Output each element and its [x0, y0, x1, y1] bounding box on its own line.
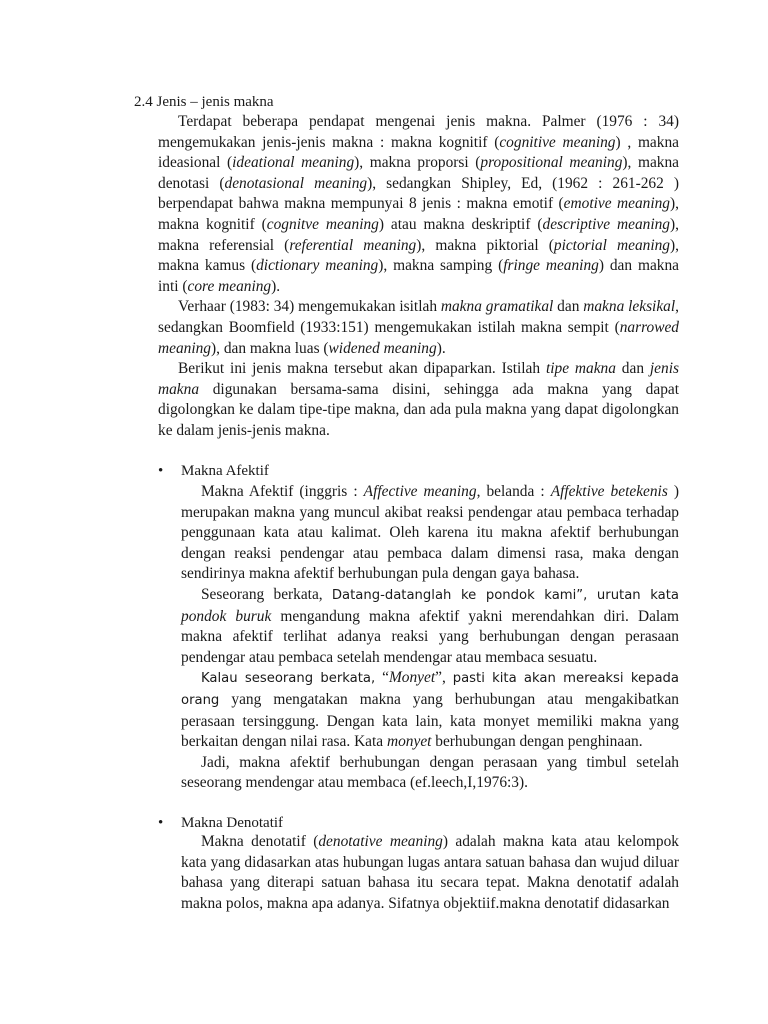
- sans-text-run: pasti kita akan mereaksi kepada orang: [181, 671, 680, 708]
- italic-term: monyet: [386, 733, 432, 751]
- text-run: Verhaar (1983: 34) mengemukakan isitlah: [178, 298, 441, 316]
- text-run: ”,: [435, 669, 453, 687]
- text-run: ), makna kamus (: [158, 236, 679, 275]
- text-run: mengandung makna afektif yakni merendahkan diri. Dalam makna afektif terlihat adanya reaksi yang berhubungan dengan perasaan pendengar atau pembaca setelah mendengar atau membaca sesuatu.: [181, 607, 679, 666]
- section-heading: 2.4 Jenis – jenis makna: [134, 94, 274, 110]
- bullet-heading-denotatif: [158, 813, 283, 834]
- italic-term: Affective meaning: [363, 483, 477, 500]
- text-run: , sedangkan Boomfield (1933:151) mengemukakan istilah makna sempit (: [158, 298, 680, 336]
- bullet-title: Makna Afektif: [181, 463, 269, 479]
- text-run: ), dan makna luas (: [211, 339, 329, 357]
- denotatif-paragraph-1: [181, 832, 679, 914]
- italic-term: emotive meaning: [563, 195, 671, 213]
- text-run: ), sedangkan Shipley, Ed, (1962 : 261-262 ) berpendapat bahwa makna mempunyai 8 jenis : makna emotif (: [158, 174, 680, 213]
- intro-section: [158, 112, 679, 442]
- italic-term: core meaning: [187, 277, 272, 295]
- italic-term: cognitive meaning: [499, 133, 616, 151]
- text-run: dan: [553, 298, 584, 316]
- italic-term: referential meaning: [289, 236, 417, 254]
- bullet-heading-afektif: [158, 461, 269, 482]
- sans-text-run: Datang-datanglah ke pondok kami”, urutan kata: [331, 587, 679, 603]
- text-run: ) adalah makna kata atau kelompok kata yang didasarkan atas hubungan lugas antara satuan bahasa dan wujud diluar bahasa yang diterapi satuan bahasa itu secara tepat. Makna denotatif adalah makna polos, makna apa adanya. Sifatnya objektiif.makna denotatif didasarkan: [181, 833, 679, 912]
- italic-term: tipe makna: [545, 360, 616, 378]
- italic-term: denotative meaning: [318, 833, 443, 850]
- text-run: ) dan makna inti (: [158, 257, 679, 295]
- italic-term: makna gramatikal: [440, 298, 554, 316]
- afektif-paragraph-2: [181, 585, 679, 668]
- text-run: ) merupakan makna yang muncul akibat reaksi pendengar atau pembaca terhadap penggunaan kata atau kalimat. Oleh karena itu makna afektif berhubungan dengan reaksi pendengar atau pembaca dalam dimensi rasa, maka dengan sendirinya makna afektif berhubungan pula dengan gaya bahasa.: [181, 483, 679, 583]
- italic-term: Monyet: [388, 669, 436, 687]
- denotatif-section: [181, 832, 679, 914]
- text-run: “: [375, 669, 389, 687]
- text-run: ), makna denotasi (: [158, 154, 680, 192]
- text-run: ).: [271, 277, 281, 295]
- text-run: ), makna proporsi (: [354, 154, 481, 172]
- text-run: ) , makna ideasional (: [158, 133, 679, 172]
- text-run: berhubungan dengan penghinaan.: [431, 733, 643, 751]
- afektif-paragraph-1: [181, 482, 679, 585]
- intro-paragraph-1: [158, 112, 679, 297]
- intro-paragraph-3: [158, 359, 679, 441]
- italic-term: jenis makna: [158, 360, 679, 398]
- text-run: ), makna kognitif (: [158, 195, 679, 233]
- text-run: Makna Afektif (inggris :: [201, 483, 364, 500]
- text-run: Berikut ini jenis makna tersebut akan dipaparkan. Istilah: [178, 360, 546, 378]
- text-run: yang mengatakan makna yang berhubungan atau mengakibatkan perasaan tersinggung. Dengan kata lain, kata monyet memiliki makna yang berkaitan dengan nilai rasa. Kata: [181, 690, 679, 751]
- text-run: , belanda :: [476, 483, 551, 500]
- italic-term: cognitve meaning: [266, 215, 379, 233]
- bullet-icon: •: [158, 815, 164, 831]
- text-run: ), makna samping (: [378, 257, 504, 275]
- text-run: ).: [436, 339, 446, 357]
- text-run: digunakan bersama-sama disini, sehingga ada makna yang dapat digolongkan ke dalam tipe-tipe makna, dan ada pula makna yang dapat digolongkan ke dalam jenis-jenis makna.: [158, 380, 679, 439]
- afektif-paragraph-4: [181, 753, 679, 794]
- italic-term: dictionary meaning: [256, 257, 379, 275]
- bullet-title: Makna Denotatif: [181, 815, 284, 831]
- text-run: ), makna referensial (: [158, 215, 679, 254]
- sans-text-run: Kalau seseorang berkata,: [201, 671, 376, 687]
- italic-term: denotasional meaning: [224, 174, 368, 192]
- text-run: Jadi, makna afektif berhubungan dengan perasaan yang timbul setelah seseorang mendengar atau membaca (ef.leech,I,1976:3).: [181, 753, 679, 792]
- italic-term: fringe meaning: [503, 257, 599, 275]
- italic-term: pondok buruk: [181, 607, 272, 625]
- text-run: ) atau makna deskriptif (: [378, 215, 543, 233]
- italic-term: narrowed meaning: [158, 318, 679, 357]
- italic-term: Affektive betekenis: [550, 483, 668, 500]
- italic-term: ideational meaning: [232, 154, 355, 172]
- italic-term: descriptive meaning: [542, 215, 670, 233]
- italic-term: pictorial meaning: [553, 236, 670, 254]
- text-run: Seseorang berkata,: [201, 585, 332, 603]
- text-run: ), makna piktorial (: [416, 236, 554, 254]
- afektif-section: [181, 482, 679, 794]
- afektif-paragraph-3: [181, 668, 679, 752]
- italic-term: makna leksikal: [583, 298, 676, 316]
- italic-term: widened meaning: [328, 339, 437, 357]
- text-run: Terdapat beberapa pendapat mengenai jenis makna. Palmer (1976 : 34) mengemukakan jenis-jenis makna : makna kognitif (: [158, 113, 679, 151]
- text-run: dan: [615, 360, 650, 378]
- text-run: Makna denotatif (: [201, 833, 319, 850]
- bullet-icon: •: [158, 463, 164, 479]
- italic-term: propositional meaning: [480, 154, 623, 172]
- intro-paragraph-2: [158, 297, 679, 359]
